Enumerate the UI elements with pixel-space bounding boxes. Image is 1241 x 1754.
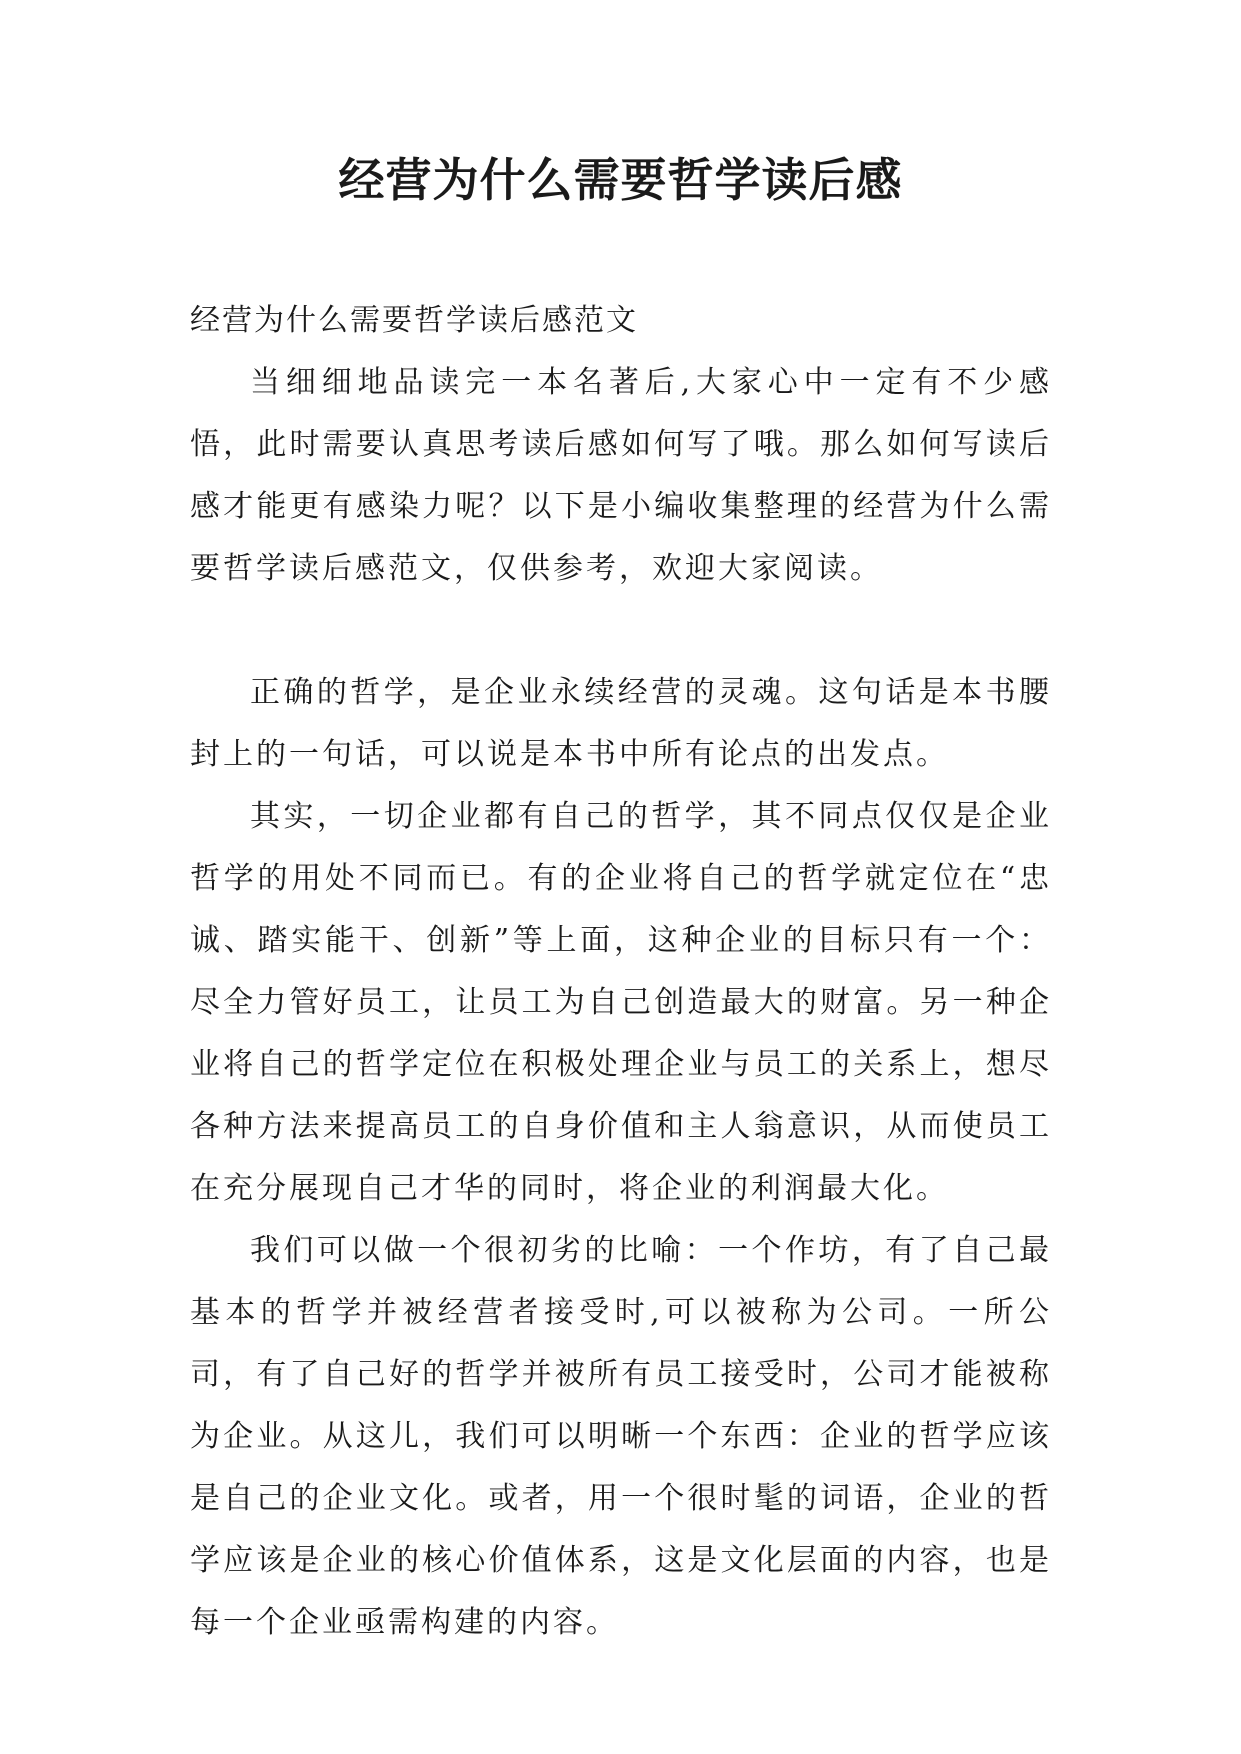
document-body [190, 290, 1052, 1654]
paragraph: 其实，一切企业都有自己的哲学，其不同点仅仅是企业哲学的用处不同而已。有的企业将自己的哲学就定位在“忠诚、踏实能干、创新”等上面，这种企业的目标只有一个：尽全力管好员工，让员工为自己创造最大的财富。另一种企业将自己的哲学定位在积极处理企业与员工的关系上，想尽各种方法来提高员工的自身价值和主人翁意识，从而使员工在充分展现自己才华的同时，将企业的利润最大化。 [190, 799, 1052, 1206]
paragraph: 我们可以做一个很初劣的比喻：一个作坊，有了自己最基本的哲学并被经营者接受时,可以被称为公司。一所公司，有了自己好的哲学并被所有员工接受时，公司才能被称为企业。从这儿，我们可以明晰一个东西：企业的哲学应该是自己的企业文化。或者，用一个很时髦的词语，企业的哲学应该是企业的核心价值体系，这是文化层面的内容，也是每一个企业亟需构建的内容。 [190, 1233, 1052, 1640]
document-title: 经营为什么需要哲学读后感 [338, 153, 903, 207]
document-subtitle: 经营为什么需要哲学读后感范文 [190, 303, 638, 338]
paragraph: 正确的哲学，是企业永续经营的灵魂。这句话是本书腰封上的一句话，可以说是本书中所有论点的出发点。 [190, 675, 1052, 772]
paragraph-gap [190, 600, 1052, 662]
paragraph-intro: 当细细地品读完一本名著后,大家心中一定有不少感悟，此时需要认真思考读后感如何写了哦。那么如何写读后感才能更有感染力呢？以下是小编收集整理的经营为什么需要哲学读后感范文，仅供参考，欢迎大家阅读。 [190, 365, 1052, 586]
